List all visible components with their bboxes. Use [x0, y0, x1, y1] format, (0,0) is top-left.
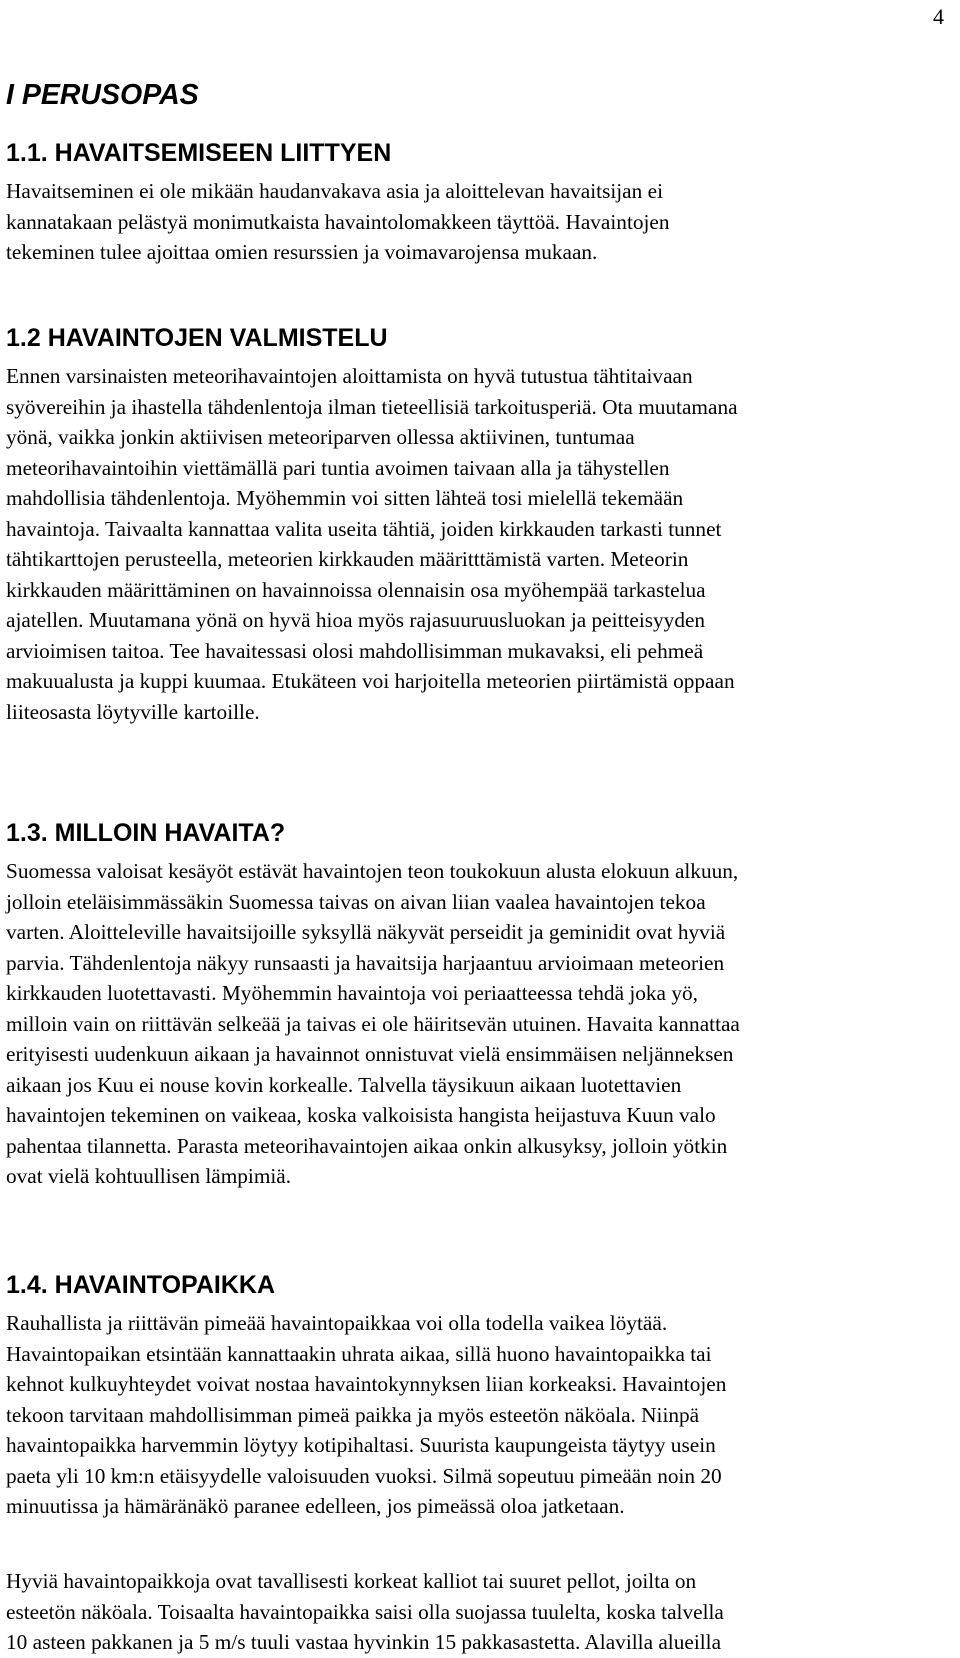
text-line: syövereihin ja ihastella tähdenlentoja ilman tieteellisiä tarkoitusperiä. Ota muutamana — [6, 394, 738, 419]
text-line: Rauhallista ja riittävän pimeää havaintopaikkaa voi olla todella vaikea löytää. — [6, 1311, 668, 1335]
text-line: parvia. Tähdenlentoja näkyy runsaasti ja havaitsija harjaantuu arvioimaan meteorien — [6, 950, 725, 975]
text-line: jolloin eteläisimmässäkin Suomessa taivas on aivan liian vaalea havaintojen tekoa — [6, 889, 706, 914]
section-1-2-paragraph — [6, 361, 956, 727]
page-number: 4 — [933, 4, 944, 29]
text-line: milloin vain on riittävän selkeää ja taivas ei ole häiritsevän utuinen. Havaita kannattaa — [6, 1011, 740, 1036]
section-1-1-paragraph — [6, 176, 956, 268]
text-line: erityisesti uudenkuun aikaan ja havainnot onnistuvat vielä ensimmäisen neljänneksen — [6, 1042, 734, 1066]
section-heading-1-2: 1.2 HAVAINTOJEN VALMISTELU — [6, 324, 388, 352]
text-line: 10 asteen pakkanen ja 5 m/s tuuli vastaa hyvinkin 15 pakkasastetta. Alavilla alueilla — [6, 1630, 722, 1654]
text-line: Havaintopaikan etsintään kannattaakin uhrata aikaa, sillä huono havaintopaikka tai — [6, 1341, 712, 1366]
text-line: minuutissa ja hämäränäkö paranee edelleen, jos pimeässä oloa jatketaan. — [6, 1494, 625, 1518]
text-line: Suomessa valoisat kesäyöt estävät havaintojen teon toukokuun alusta elokuun alkuun, — [6, 859, 739, 883]
text-line: tähtikarttojen perusteella, meteorien kirkkauden määritttämistä varten. Meteorin — [6, 547, 689, 571]
text-line: kirkkauden luotettavasti. Myöhemmin havaintoja voi periaatteessa tehdä joka yö, — [6, 981, 698, 1005]
text-line: Hyviä havaintopaikkoja ovat tavallisesti korkeat kalliot tai suuret pellot, joilta on — [6, 1569, 697, 1593]
text-line: varten. Aloitteleville havaitsijoille syksyllä näkyvät perseidit ja geminidit ovat hyviä — [6, 920, 726, 944]
text-line: kirkkauden määrittäminen on havainnoissa olennaisin osa myöhempää tarkastelua — [6, 577, 706, 602]
section-1-4-paragraph-1 — [6, 1308, 956, 1522]
text-line: yönä, vaikka jonkin aktiivisen meteoriparven ollessa aktiivinen, tuntumaa — [6, 425, 635, 449]
text-line: tekoon tarvitaan mahdollisimman pimeä paikka ja myös esteetön näköala. Niinpä — [6, 1402, 700, 1427]
text-line: mahdollisia tähdenlentoja. Myöhemmin voi sitten lähteä tosi mielellä tekemään — [6, 486, 684, 510]
section-heading-1-4: 1.4. HAVAINTOPAIKKA — [6, 1271, 276, 1299]
section-heading-1-3: 1.3. MILLOIN HAVAITA? — [6, 819, 286, 847]
text-line: ovat vielä kohtuullisen lämpimiä. — [6, 1164, 292, 1188]
text-line: liiteosasta löytyville kartoille. — [6, 699, 260, 724]
text-line: makuualusta ja kuppi kuumaa. Etukäteen voi harjoitella meteorien piirtämistä oppaan — [6, 669, 735, 693]
section-1-4-paragraph-2 — [6, 1566, 956, 1658]
text-line: pahentaa tilannetta. Parasta meteorihavaintojen aikaa onkin alkusyksy, jolloin yötkin — [6, 1133, 728, 1158]
text-line: havaintojen tekeminen on vaikeaa, koska valkoisista hangista heijastuva Kuun valo — [6, 1103, 716, 1127]
text-line: esteetön näköala. Toisaalta havaintopaikka saisi olla suojassa tuulelta, koska talvella — [6, 1599, 724, 1624]
section-1-3-paragraph — [6, 856, 956, 1192]
text-line: kannatakaan pelästyä monimutkaista havaintolomakkeen täyttöä. Havaintojen — [6, 209, 670, 234]
text-line: havaintopaikka harvemmin löytyy kotipihaltasi. Suurista kaupungeista täytyy usein — [6, 1433, 716, 1457]
text-line: meteorihavaintoihin viettämällä pari tuntia avoimen taivaan alla ja tähystellen — [6, 455, 670, 480]
text-line: kehnot kulkuyhteydet voivat nostaa havaintokynnyksen liian korkeaksi. Havaintojen — [6, 1372, 727, 1396]
text-line: paeta yli 10 km:n etäisyydelle valoisuuden vuoksi. Silmä sopeutuu pimeään noin 20 — [6, 1463, 722, 1488]
text-line: Ennen varsinaisten meteorihavaintojen aloittamista on hyvä tutustua tähtitaivaan — [6, 364, 693, 388]
text-line: arvioimisen taitoa. Tee havaitessasi olosi mahdollisimman mukavaksi, eli pehmeä — [6, 638, 704, 663]
text-line: tekeminen tulee ajoittaa omien resurssien ja voimavarojensa mukaan. — [6, 240, 598, 264]
document-title: I PERUSOPAS — [6, 79, 199, 111]
section-heading-1-1: 1.1. HAVAITSEMISEEN LIITTYEN — [6, 139, 392, 167]
text-line: aikaan jos Kuu ei nouse kovin korkealle. Talvella täysikuun aikaan luotettavien — [6, 1072, 682, 1097]
text-line: havaintoja. Taivaalta kannattaa valita useita tähtiä, joiden kirkkauden tarkasti tunnet — [6, 516, 722, 541]
text-line: Havaitseminen ei ole mikään haudanvakava asia ja aloittelevan havaitsijan ei — [6, 179, 663, 203]
text-line: ajatellen. Muutamana yönä on hyvä hioa myös rajasuuruusluokan ja peitteisyyden — [6, 608, 706, 632]
